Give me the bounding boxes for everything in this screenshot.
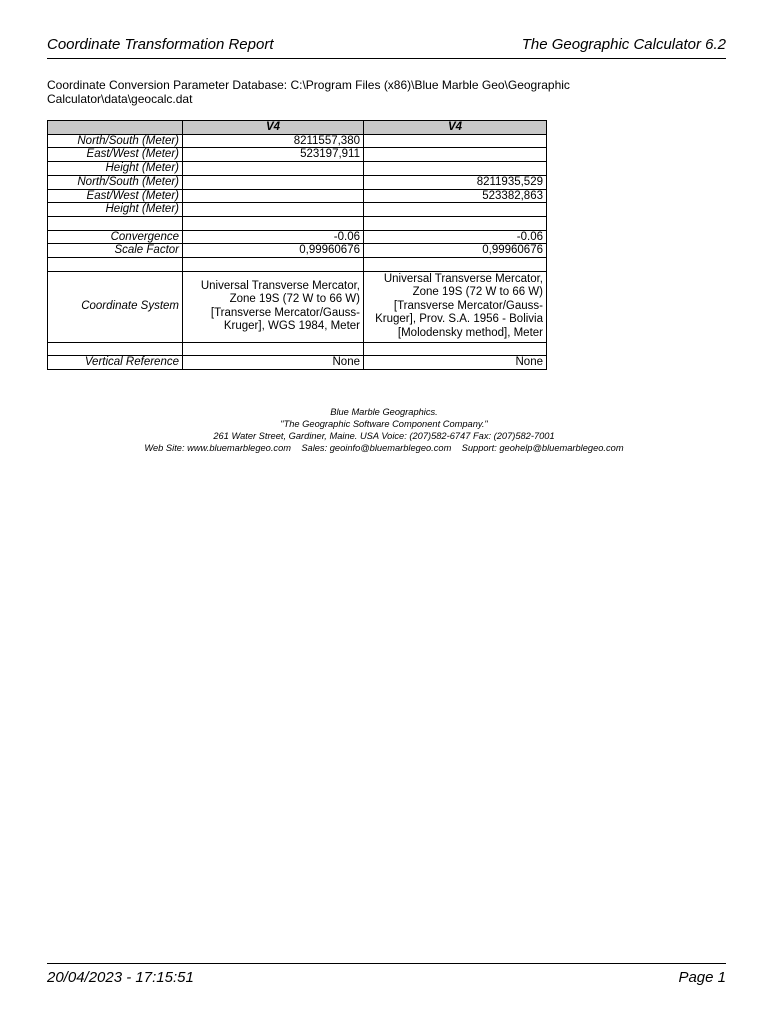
cell-value: 0,99960676	[183, 244, 364, 258]
table-row	[48, 216, 547, 230]
column-header: V4	[364, 121, 547, 135]
cell-value: Universal Transverse Mercator, Zone 19S (72 W to 66 W) [Transverse Mercator/Gauss-Kruger], WGS 1984, Meter	[183, 271, 364, 342]
cell-value	[183, 258, 364, 272]
column-header	[48, 121, 183, 135]
table-row	[48, 148, 547, 162]
table-row	[48, 175, 547, 189]
row-label: Height (Meter)	[48, 203, 183, 217]
cell-value: 0,99960676	[364, 244, 547, 258]
cell-value	[364, 258, 547, 272]
table-row	[48, 134, 547, 148]
row-label: East/West (Meter)	[48, 148, 183, 162]
cell-value: 8211557,380	[183, 134, 364, 148]
cell-value	[364, 203, 547, 217]
company-info	[0, 406, 768, 454]
page-number: Page 1	[678, 969, 726, 986]
report-title: Coordinate Transformation Report	[47, 36, 274, 53]
timestamp: 20/04/2023 - 17:15:51	[47, 969, 194, 986]
row-label: Scale Factor	[48, 244, 183, 258]
cell-value	[364, 134, 547, 148]
cell-value	[183, 216, 364, 230]
cell-value: -0.06	[364, 230, 547, 244]
row-label: North/South (Meter)	[48, 175, 183, 189]
app-name: The Geographic Calculator 6.2	[521, 36, 726, 53]
table-row	[48, 271, 547, 342]
row-label: Height (Meter)	[48, 162, 183, 176]
cell-value: 523382,863	[364, 189, 547, 203]
column-header: V4	[183, 121, 364, 135]
row-label	[48, 216, 183, 230]
cell-value	[364, 216, 547, 230]
cell-value	[364, 162, 547, 176]
table-row	[48, 356, 547, 370]
company-name: Blue Marble Geographics.	[330, 407, 438, 417]
row-label: Vertical Reference	[48, 356, 183, 370]
cell-value	[183, 203, 364, 217]
cell-value: None	[364, 356, 547, 370]
table-row	[48, 258, 547, 272]
cell-value: 8211935,529	[364, 175, 547, 189]
company-slogan: "The Geographic Software Component Company."	[280, 419, 488, 429]
cell-value	[364, 342, 547, 356]
cell-value: None	[183, 356, 364, 370]
cell-value	[183, 162, 364, 176]
row-label: East/West (Meter)	[48, 189, 183, 203]
database-path: Coordinate Conversion Parameter Database: C:\Program Files (x86)\Blue Marble Geo\Geographic Calculator\data\geocalc.dat	[47, 78, 570, 106]
cell-value	[183, 175, 364, 189]
table-row	[48, 189, 547, 203]
cell-value: Universal Transverse Mercator, Zone 19S (72 W to 66 W) [Transverse Mercator/Gauss-Kruger], Prov. S.A. 1956 - Bolivia [Molodensky method], Meter	[364, 271, 547, 342]
cell-value	[364, 148, 547, 162]
row-label	[48, 258, 183, 272]
table-row	[48, 342, 547, 356]
cell-value	[183, 189, 364, 203]
cell-value: 523197,911	[183, 148, 364, 162]
table-row	[48, 244, 547, 258]
row-label	[48, 342, 183, 356]
page-header	[47, 36, 726, 59]
row-label: Convergence	[48, 230, 183, 244]
table-header-row	[48, 121, 547, 135]
row-label: North/South (Meter)	[48, 134, 183, 148]
table-row	[48, 203, 547, 217]
table-row	[48, 162, 547, 176]
company-address: 261 Water Street, Gardiner, Maine. USA Voice: (207)582-6747 Fax: (207)582-7001	[213, 431, 555, 441]
cell-value	[183, 342, 364, 356]
cell-value: -0.06	[183, 230, 364, 244]
company-contacts: Web Site: www.bluemarblegeo.com Sales: geoinfo@bluemarblegeo.com Support: geohelp@bluemarblegeo.com	[144, 443, 624, 453]
page-footer	[47, 963, 726, 986]
row-label: Coordinate System	[48, 271, 183, 342]
table-row	[48, 230, 547, 244]
results-table	[47, 120, 547, 370]
